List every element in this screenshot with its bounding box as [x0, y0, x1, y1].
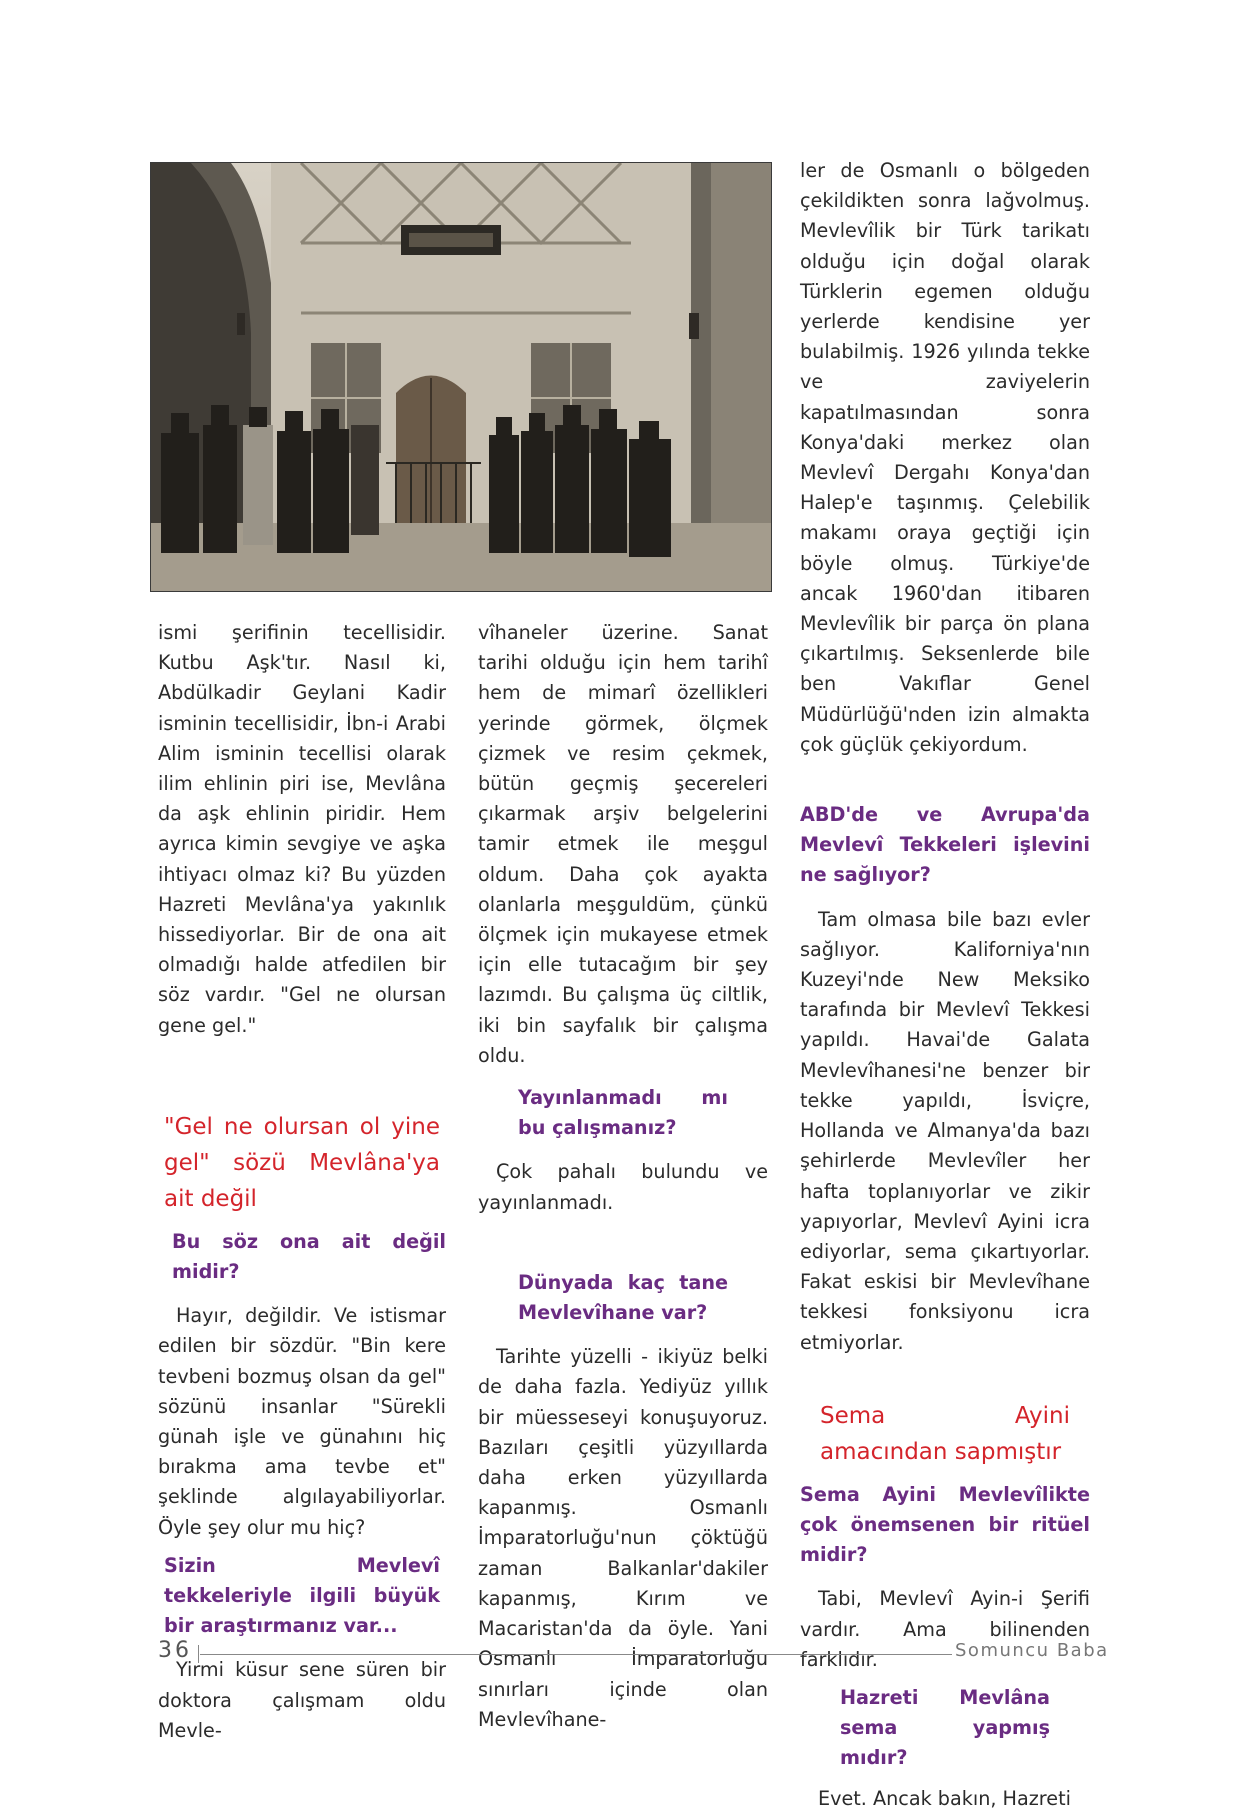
section-heading: Sema Ayini amacından sapmıştır [820, 1402, 1070, 1465]
interview-question: Yayınlanmadı mı bu çalışmanız? [518, 1086, 728, 1140]
interview-question: Dünyada kaç tane Mevlevîhane var? [518, 1270, 728, 1325]
paragraph: Tarihte yüzelli - ikiyüz belki de daha fazla. Yediyüz yıllık bir müesseseyi konuşuyoruz. Bazıları çeşitli yüzyıllarda daha erken yüzyıllarda kapanmış. Osmanlı İmparatorluğu'nun çöktüğü zaman Balkanlar'dakiler kapanmış, Kırım ve Macaristan'da da öyle. Yani Osmanlı İmparatorluğu sınırları içinde olan Mevlevîhane- [478, 1345, 768, 1731]
column-2 [478, 618, 768, 1735]
paragraph: Hayır, değildir. Ve istismar edilen bir sözdür. "Bin kere tevbeni bozmuş olsan da gel" sözünü insanlar "Sürekli günah işle ve günahını hiç bırakma ama tevbe et" şeklinde algılayabiliyorlar. Öyle şey olur mu hiç? [158, 1304, 446, 1539]
interview-question: ABD'de ve Avrupa'da Mevlevî Tekkeleri işlevini ne sağlıyor? [800, 803, 1090, 887]
paragraph: ismi şerifinin tecellisidir. Kutbu Aşk'tır. Nasıl ki, Abdülkadir Geylani Kadir isminin tecellisidir, İbn-i Arabi Alim isminin tecellisi olarak ilim ehlinin piri ise, Mevlâna da aşk ehlinin piridir. Hem ayrıca kimin sevgiye ve aşka ihtiyacı olmaz ki? Bu yüzden Hazreti Mevlâna'ya yakınlık hissediyorlar. Bir de ona ait olmadığı halde atfedilen bir söz vardır. "Gel ne olursan gene gel." [158, 621, 446, 1037]
section-heading: "Gel ne olursan ol yine gel" sözü Mevlâna'ya ait değil [164, 1113, 440, 1212]
column-1 [158, 618, 446, 1746]
interview-question: Hazreti Mevlâna sema yapmış mıdır? [840, 1685, 1050, 1770]
interview-question: Sema Ayini Mevlevîlikte çok önemsenen bir ritüel midir? [800, 1482, 1090, 1567]
footer-rule [200, 1654, 952, 1655]
interview-question: Bu söz ona ait değil midir? [172, 1229, 446, 1284]
footer-divider-tick [198, 1645, 199, 1663]
page-number: 36 [158, 1638, 192, 1663]
paragraph: vîhaneler üzerine. Sanat tarihi olduğu için hem tarihî hem de mimarî özellikleri yerinde görmek, ölçmek çizmek ve resim çekmek, bütün geçmiş şecereleri çıkarmak arşiv belgelerini tamir etmek ile meşgul oldum. Daha çok ayakta olanlarla meşguldüm, çünkü ölçmek için mukayese etmek için elle tutacağım bir şey lazımdı. Bu çalışma üç ciltlik, iki bin sayfalık bir çalışma oldu. [478, 621, 768, 1067]
paragraph: Tam olmasa bile bazı evler sağlıyor. Kaliforniya'nın Kuzeyi'nde New Meksiko tarafında bir Mevlevî Tekkesi yapıldı. Havai'de Galata Mevlevîhanesi'ne benzer bir tekke yapıldı, İsviçre, Hollanda ve Almanya'da bazı şehirlerde Mevlevîler her hafta toplanıyorlar ve zikir yapıyorlar, Mevlevî Ayini icra ediyorlar, sema çıkartıyorlar. Fakat eskisi bir Mevlevîhane tekkesi fonksiyonu icra etmiyorlar. [800, 907, 1090, 1354]
historic-photo-mevlevihane [150, 162, 772, 592]
paragraph: Yirmi küsur sene süren bir doktora çalışmam oldu Mevle- [158, 1658, 446, 1742]
paragraph: Tabi, Mevlevî Ayin-i Şerifi vardır. Ama bilinenden farklıdır. [800, 1587, 1090, 1671]
paragraph: Çok pahalı bulundu ve yayınlanmadı. [478, 1160, 768, 1214]
paragraph: Evet. Ancak bakın, Hazreti [818, 1786, 1071, 1810]
magazine-name: Somuncu Baba [955, 1640, 1109, 1661]
interview-question: Sizin Mevlevî tekkeleriyle ilgili büyük bir araştırmanız var... [164, 1553, 440, 1638]
paragraph: ler de Osmanlı o bölgeden çekildikten sonra lağvolmuş. Mevlevîlik bir Türk tarikatı olduğu için doğal olarak Türklerin egemen olduğu yerlerde kendisine yer bulabilmiş. 1926 yılında tekke ve zaviyelerin kapatılmasından sonra Konya'daki merkez olan Mevlevî Dergahı Konya'dan Halep'e taşınmış. Çelebilik makamı oraya geçtiği için böyle olmuş. Türkiye'de ancak 1960'dan itibaren Mevlevîlik bir parça ön plana çıkartılmış. Seksenlerde bile ben Vakıflar Genel Müdürlüğü'nden izin almakta çok güçlük çekiyordum. [800, 159, 1090, 756]
column-3 [800, 156, 1090, 1814]
